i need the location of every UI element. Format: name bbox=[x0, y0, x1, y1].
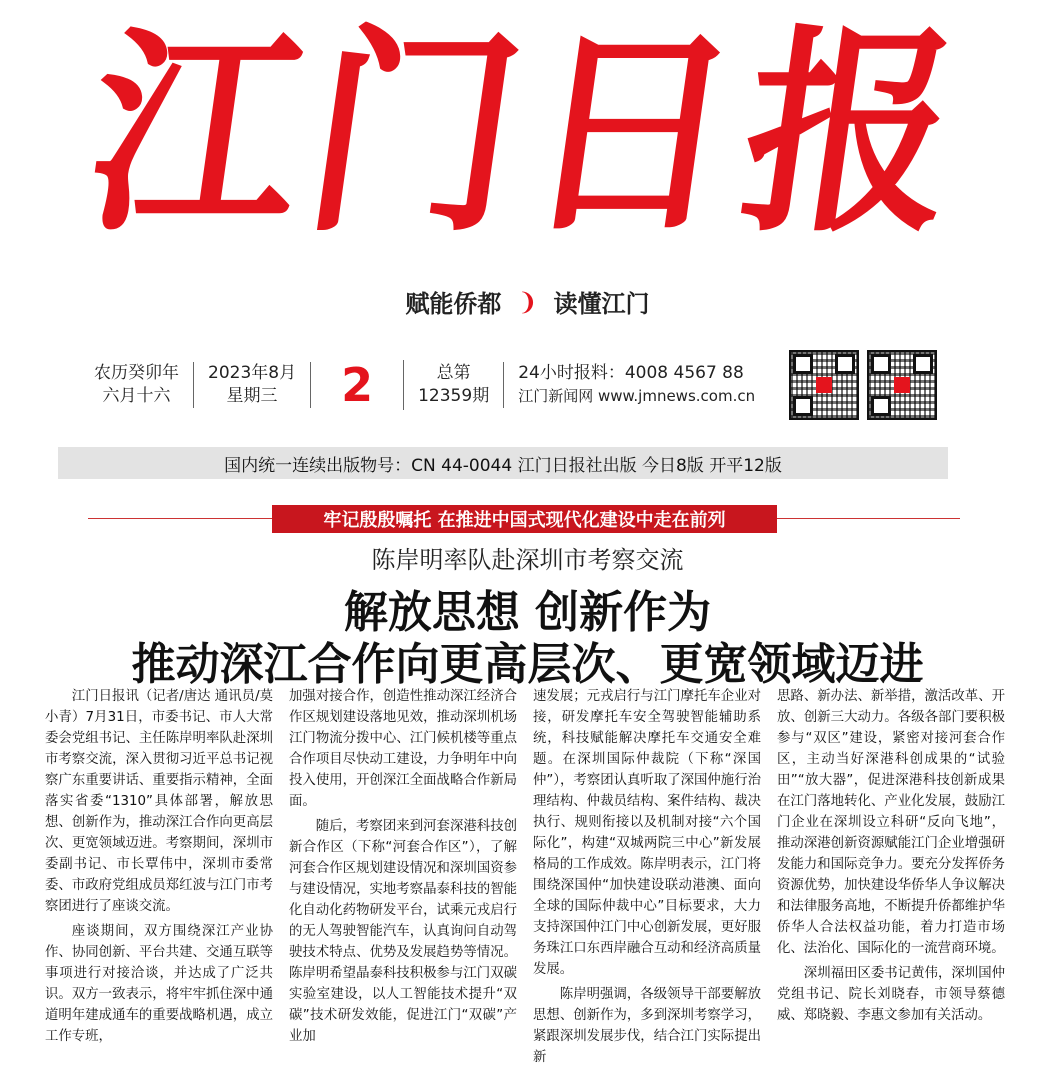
date-line1: 2023年8月 bbox=[208, 363, 297, 383]
lunar-line2: 六月十六 bbox=[102, 386, 171, 406]
issue-line2: 12359期 bbox=[418, 386, 490, 406]
date-line2: 星期三 bbox=[226, 386, 278, 406]
masthead-title: 江门日报 bbox=[73, 5, 982, 263]
slogan-left: 赋能侨都 bbox=[405, 290, 502, 318]
paragraph: 江门日报讯（记者/唐达 通讯员/莫小青）7月31日，市委书记、市人大常委会党组书记、主任陈岸明率队赴深圳市考察交流，深入贯彻习近平总书记视察广东重要讲话、重要指示精神，全面落实省委“1310”具体部署，解放思想、创新作为，推动深江合作向更高层次、更宽领域迈进。考察期间，深圳市委副书记、市长覃伟中，深圳市委常委、市政府党组成员郑红波与江门市考察团进行了座谈交流。 bbox=[45, 689, 273, 914]
article-headline-2: 推动深江合作向更高层次、更宽领域迈进 bbox=[131, 639, 924, 690]
lunar-date bbox=[80, 362, 194, 408]
contact-info bbox=[504, 362, 769, 408]
paragraph: 座谈期间，双方围绕深江产业协作、协同创新、平台共建、交通互联等事项进行对接洽谈，并达成了广泛共识。双方一致表示，将牢牢抓住深中通道明年建成通车的重要战略机遇，成立工作专班， bbox=[45, 924, 273, 1044]
paragraph: 陈岸明强调，各级领导干部要解放思想、创新作为，多到深圳考察学习，紧跟深圳发展步伐，结合江门实际提出新 bbox=[533, 987, 761, 1065]
issue-line1: 总第 bbox=[436, 363, 471, 383]
qr-codes bbox=[789, 350, 937, 420]
article-column-1 bbox=[45, 686, 273, 1044]
hotline: 24小时报料：4008 4567 88 bbox=[518, 363, 744, 383]
paragraph: 思路、新办法、新举措，激活改革、开放、创新三大动力。各级各部门要积极参与“双区”建设，紧密对接河套合作区，主动当好深港科创成果的“试验田”“放大器”，促进深港科技创新成果在江门落地转化、产业化发展，鼓励江门企业在深圳设立科研“反向飞地”，推动深港创新资源赋能江门企业增强研发能力和国际竞争力。要充分发挥侨务资源优势，加快建设华侨华人争议解决和法律服务高地，不断提升侨都维护华侨华人合法权益功能，着力打造市场化、法治化、国际化的一流营商环境。 bbox=[777, 689, 1005, 956]
paragraph: 随后，考察团来到河套深港科技创新合作区（下称“河套合作区”），了解河套合作区规划建设情况和深圳国资参与建设情况，实地考察晶泰科技的智能化自动化药物研发平台，试乘元戎启行的无人驾驶智能汽车，认真询问自动驾驶技术特点、优势及发展趋势等情况。陈岸明希望晶泰科技积极参与江门双碳实验室建设，以人工智能技术提升“双碳”技术研发效能，促进江门“双碳”产业加 bbox=[289, 819, 517, 1044]
article-body bbox=[45, 686, 1007, 1065]
qr-code-icon[interactable] bbox=[867, 350, 937, 420]
paragraph: 加强对接合作，创造性推动深江经济合作区规划建设落地见效，推动深圳机场江门物流分拨中心、江门候机楼等重点合作项目尽快动工建设，力争明年中向投入使用，开创深江全面战略合作新局面。 bbox=[289, 689, 517, 809]
section-banner: 牢记殷殷嘱托 在推进中国式现代化建设中走在前列 bbox=[272, 505, 777, 533]
info-row bbox=[80, 350, 960, 420]
paragraph: 深圳福田区委书记黄伟，深圳国仲党组书记、院长刘晓春，市领导蔡德威、郑晓毅、李惠文参加有关活动。 bbox=[777, 966, 1005, 1023]
paragraph: 速发展；元戎启行与江门摩托车企业对接，研发摩托车安全驾驶智能辅助系统，科技赋能解决摩托车交通安全难题。在深圳国际仲裁院（下称“深国仲”），考察团认真听取了深国仲施行治理结构、仲裁员结构、案件结构、裁决执行、规则衔接以及机制对接“六个国际化”，构建“双城两院三中心”新发展格局的工作成效。陈岸明表示，江门将围绕深国仲“加快建设联动港澳、面向全球的国际仲裁中心”目标要求，大力支持深国仲江门中心创新发展，更好服务珠江口东西岸融合互动和经济高质量发展。 bbox=[533, 689, 761, 977]
publication-bar: 国内统一连续出版物号：CN 44-0044 江门日报社出版 今日8版 开平12版 bbox=[58, 447, 948, 479]
slogan-right: 读懂江门 bbox=[553, 290, 650, 318]
lunar-line1: 农历癸卯年 bbox=[94, 363, 179, 383]
article-subhead: 陈岸明率队赴深圳市考察交流 bbox=[371, 546, 684, 574]
slogan-mark-icon: ❩ bbox=[517, 287, 538, 316]
article-column-3 bbox=[533, 686, 761, 1065]
masthead bbox=[0, 5, 1055, 263]
qr-code-icon[interactable] bbox=[789, 350, 859, 420]
day-number: 2 bbox=[311, 360, 404, 410]
article-column-2 bbox=[289, 686, 517, 1044]
article-headline-1: 解放思想 创新作为 bbox=[343, 587, 712, 638]
gregorian-date bbox=[194, 362, 311, 408]
slogan bbox=[0, 284, 1055, 319]
issue-number bbox=[404, 362, 504, 408]
website-link[interactable]: 江门新闻网 www.jmnews.com.cn bbox=[518, 387, 756, 405]
article-column-4 bbox=[777, 686, 1005, 1023]
